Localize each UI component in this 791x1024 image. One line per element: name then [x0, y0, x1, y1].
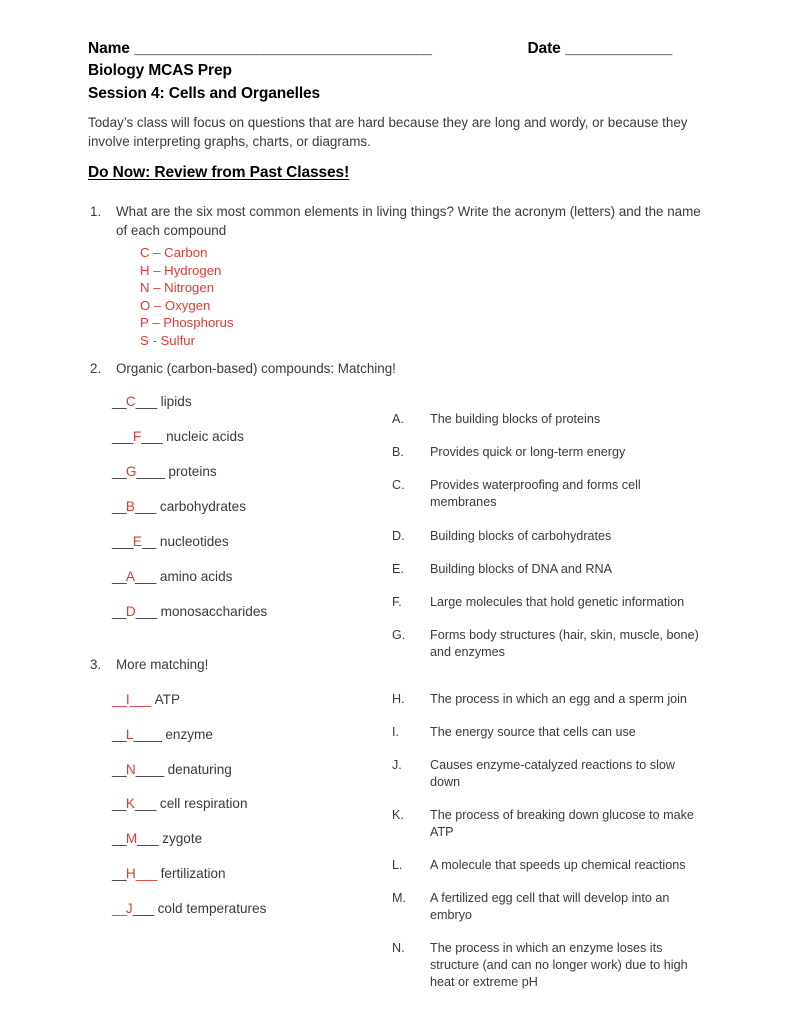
definition-row [392, 940, 707, 991]
matching-blank-trailing: ___ [135, 394, 157, 409]
matching-blank-trailing: ___ [137, 831, 159, 847]
matching-term-label: amino acids [159, 569, 233, 584]
matching-item[interactable] [112, 760, 412, 795]
definition-row [392, 477, 707, 511]
matching-blank-trailing: ___ [135, 569, 156, 584]
date-blank-line[interactable]: ______________ [564, 40, 672, 57]
matching-blank-leading: ___ [112, 534, 133, 549]
question-2-prompt: Organic (carbon-based) compounds: Matching! [116, 361, 396, 376]
definition-letter: F. [392, 594, 402, 609]
question-1-answer-item: S - Sulfur [140, 332, 195, 348]
matching-answer-letter: N [125, 761, 136, 777]
matching-blank-trailing: ___ [132, 900, 154, 916]
definition-text: The process in which an enzyme loses its structure (and can no longer work) due to high heat or extreme pH [430, 941, 688, 989]
definition-row [392, 594, 707, 611]
definition-row [392, 561, 707, 578]
matching-blank-trailing: ____ [136, 464, 165, 479]
matching-term-label: fertilization [160, 865, 226, 881]
definition-row [392, 444, 707, 461]
definition-text: Building blocks of carbohydrates [430, 528, 612, 543]
definition-row [392, 807, 707, 841]
definition-text: Provides quick or long-term energy [430, 445, 626, 460]
definition-letter: D. [392, 528, 405, 543]
matching-term-label: carbohydrates [159, 499, 247, 514]
question-1-prompt: What are the six most common elements in living things? Write the acronym (letters) and the name of each compound [116, 204, 701, 238]
matching-answer-letter: F [132, 429, 142, 444]
matching-blank-trailing: ___ [135, 604, 157, 619]
definition-text: A fertilized egg cell that will develop into an embryo [430, 891, 670, 922]
definition-text: The building blocks of proteins [430, 412, 601, 426]
definition-text: Provides waterproofing and forms cell membranes [430, 478, 641, 510]
matching-blank-trailing: ___ [135, 865, 157, 881]
definition-row [392, 691, 707, 708]
matching-item[interactable] [112, 497, 412, 532]
question-1-number: 1. [90, 204, 102, 219]
matching-answer-letter: E [132, 534, 142, 549]
definition-letter: K. [392, 808, 404, 822]
question-2-matching-column [112, 392, 412, 637]
definition-text: Large molecules that hold genetic information [430, 594, 685, 609]
matching-term-label: nucleotides [159, 534, 229, 549]
matching-term-label: ATP [154, 692, 181, 707]
definition-text: Forms body structures (hair, skin, muscle, bone) and enzymes [430, 628, 699, 660]
matching-answer-letter: D [125, 604, 136, 619]
matching-answer-letter: M [125, 831, 138, 847]
question-3-number: 3. [90, 657, 102, 672]
matching-item[interactable] [112, 725, 412, 760]
definition-letter: G. [392, 628, 406, 643]
matching-item[interactable] [112, 690, 412, 725]
do-now-heading: Do Now: Review from Past Classes! [88, 164, 350, 181]
matching-item[interactable] [112, 567, 412, 602]
definition-letter: B. [392, 445, 404, 460]
name-label: Name [88, 40, 130, 57]
definition-letter: H. [392, 692, 405, 706]
matching-blank-trailing: ____ [133, 726, 162, 742]
matching-blank-trailing: ____ [135, 761, 164, 777]
question-3-definitions-column [392, 691, 707, 1007]
document-title-line-1: Biology MCAS Prep [88, 62, 232, 79]
question-1-answer-item: C – Carbon [140, 245, 208, 260]
matching-blank-leading: __ [112, 900, 126, 916]
matching-answer-letter: A [125, 569, 135, 584]
matching-item[interactable] [112, 532, 412, 567]
matching-blank-trailing: ___ [135, 499, 156, 514]
matching-blank-trailing: ___ [141, 429, 163, 444]
intro-paragraph: Today’s class will focus on questions that are hard because they are long and wordy, or because they involve interpreting graphs, charts, or diagrams. [88, 115, 688, 149]
definition-letter: N. [392, 941, 405, 955]
matching-answer-letter: K [125, 796, 135, 812]
matching-blank-leading: __ [112, 569, 126, 584]
question-1-answer-item: O – Oxygen [140, 297, 211, 313]
matching-item[interactable] [112, 864, 412, 899]
definition-row [392, 724, 707, 741]
matching-item[interactable] [112, 462, 412, 497]
matching-term-label: enzyme [165, 726, 213, 742]
matching-answer-letter: H [125, 865, 136, 881]
matching-term-label: denaturing [167, 761, 232, 777]
question-2 [90, 359, 420, 378]
matching-blank-leading: __ [112, 796, 126, 812]
definition-text: A molecule that speeds up chemical reactions [430, 858, 686, 872]
matching-term-label: nucleic acids [166, 429, 244, 444]
definition-row [392, 528, 707, 545]
matching-blank-trailing: __ [141, 534, 156, 549]
matching-item[interactable] [112, 829, 412, 864]
matching-item[interactable] [112, 427, 412, 462]
matching-blank-leading: __ [112, 831, 126, 847]
definition-text: The process in which an egg and a sperm join [430, 692, 687, 706]
question-3-prompt: More matching! [116, 657, 209, 672]
definition-letter: C. [392, 478, 405, 493]
matching-term-label: lipids [160, 394, 192, 409]
name-blank-line[interactable]: _______________________________________ [133, 40, 432, 57]
matching-term-label: proteins [168, 464, 217, 479]
question-1-answer-item: H – Hydrogen [140, 262, 222, 278]
matching-term-label: monosaccharides [160, 604, 268, 619]
date-label: Date [527, 40, 561, 57]
matching-blank-trailing: ___ [129, 692, 151, 707]
matching-item[interactable] [112, 602, 412, 637]
definition-row [392, 890, 707, 924]
definition-letter: J. [392, 758, 402, 772]
definition-letter: L. [392, 858, 403, 872]
matching-answer-letter: I [125, 692, 130, 707]
matching-item[interactable] [112, 392, 412, 427]
name-date-row [88, 40, 706, 58]
definition-text: Causes enzyme-catalyzed reactions to slow down [430, 758, 675, 789]
definition-text: Building blocks of DNA and RNA [430, 561, 613, 576]
matching-blank-leading: __ [112, 761, 126, 777]
definition-row [392, 757, 707, 791]
question-2-number: 2. [90, 361, 102, 376]
matching-item[interactable] [112, 899, 412, 934]
matching-term-label: cold temperatures [157, 900, 267, 916]
matching-blank-leading: __ [112, 692, 126, 707]
definition-letter: I. [392, 725, 399, 739]
matching-term-label: cell respiration [159, 796, 248, 812]
matching-blank-leading: __ [112, 464, 126, 479]
matching-item[interactable] [112, 794, 412, 829]
definition-row [392, 857, 707, 874]
definition-text: The energy source that cells can use [430, 725, 636, 739]
question-1-answer-item: N – Nitrogen [140, 280, 215, 296]
definition-row [392, 411, 707, 428]
matching-blank-leading: __ [112, 499, 126, 514]
question-3 [90, 655, 420, 674]
matching-term-label: zygote [162, 831, 203, 847]
matching-blank-leading: __ [112, 726, 126, 742]
definition-letter: A. [392, 412, 404, 426]
document-header [88, 40, 706, 151]
definition-row [392, 627, 707, 661]
document-title-line-2: Session 4: Cells and Organelles [88, 85, 321, 102]
matching-blank-leading: __ [112, 394, 126, 409]
definition-letter: E. [392, 561, 404, 576]
matching-answer-letter: C [125, 394, 136, 409]
definition-text: The process of breaking down glucose to make ATP [430, 808, 694, 839]
question-1-answer-item: P – Phosphorus [140, 315, 234, 331]
matching-answer-letter: L [125, 726, 134, 742]
question-3-matching-column [112, 690, 412, 934]
matching-blank-trailing: ___ [135, 796, 156, 812]
question-1 [90, 202, 702, 350]
matching-blank-leading: __ [112, 604, 126, 619]
matching-answer-letter: G [125, 464, 137, 479]
matching-blank-leading: __ [112, 865, 126, 881]
matching-blank-leading: ___ [112, 429, 133, 444]
matching-answer-letter: B [125, 499, 135, 514]
question-1-body [116, 202, 702, 350]
question-1-answer-list [116, 244, 702, 350]
question-2-definitions-column [392, 411, 707, 677]
matching-answer-letter: J [125, 900, 133, 916]
definition-letter: M. [392, 891, 406, 905]
